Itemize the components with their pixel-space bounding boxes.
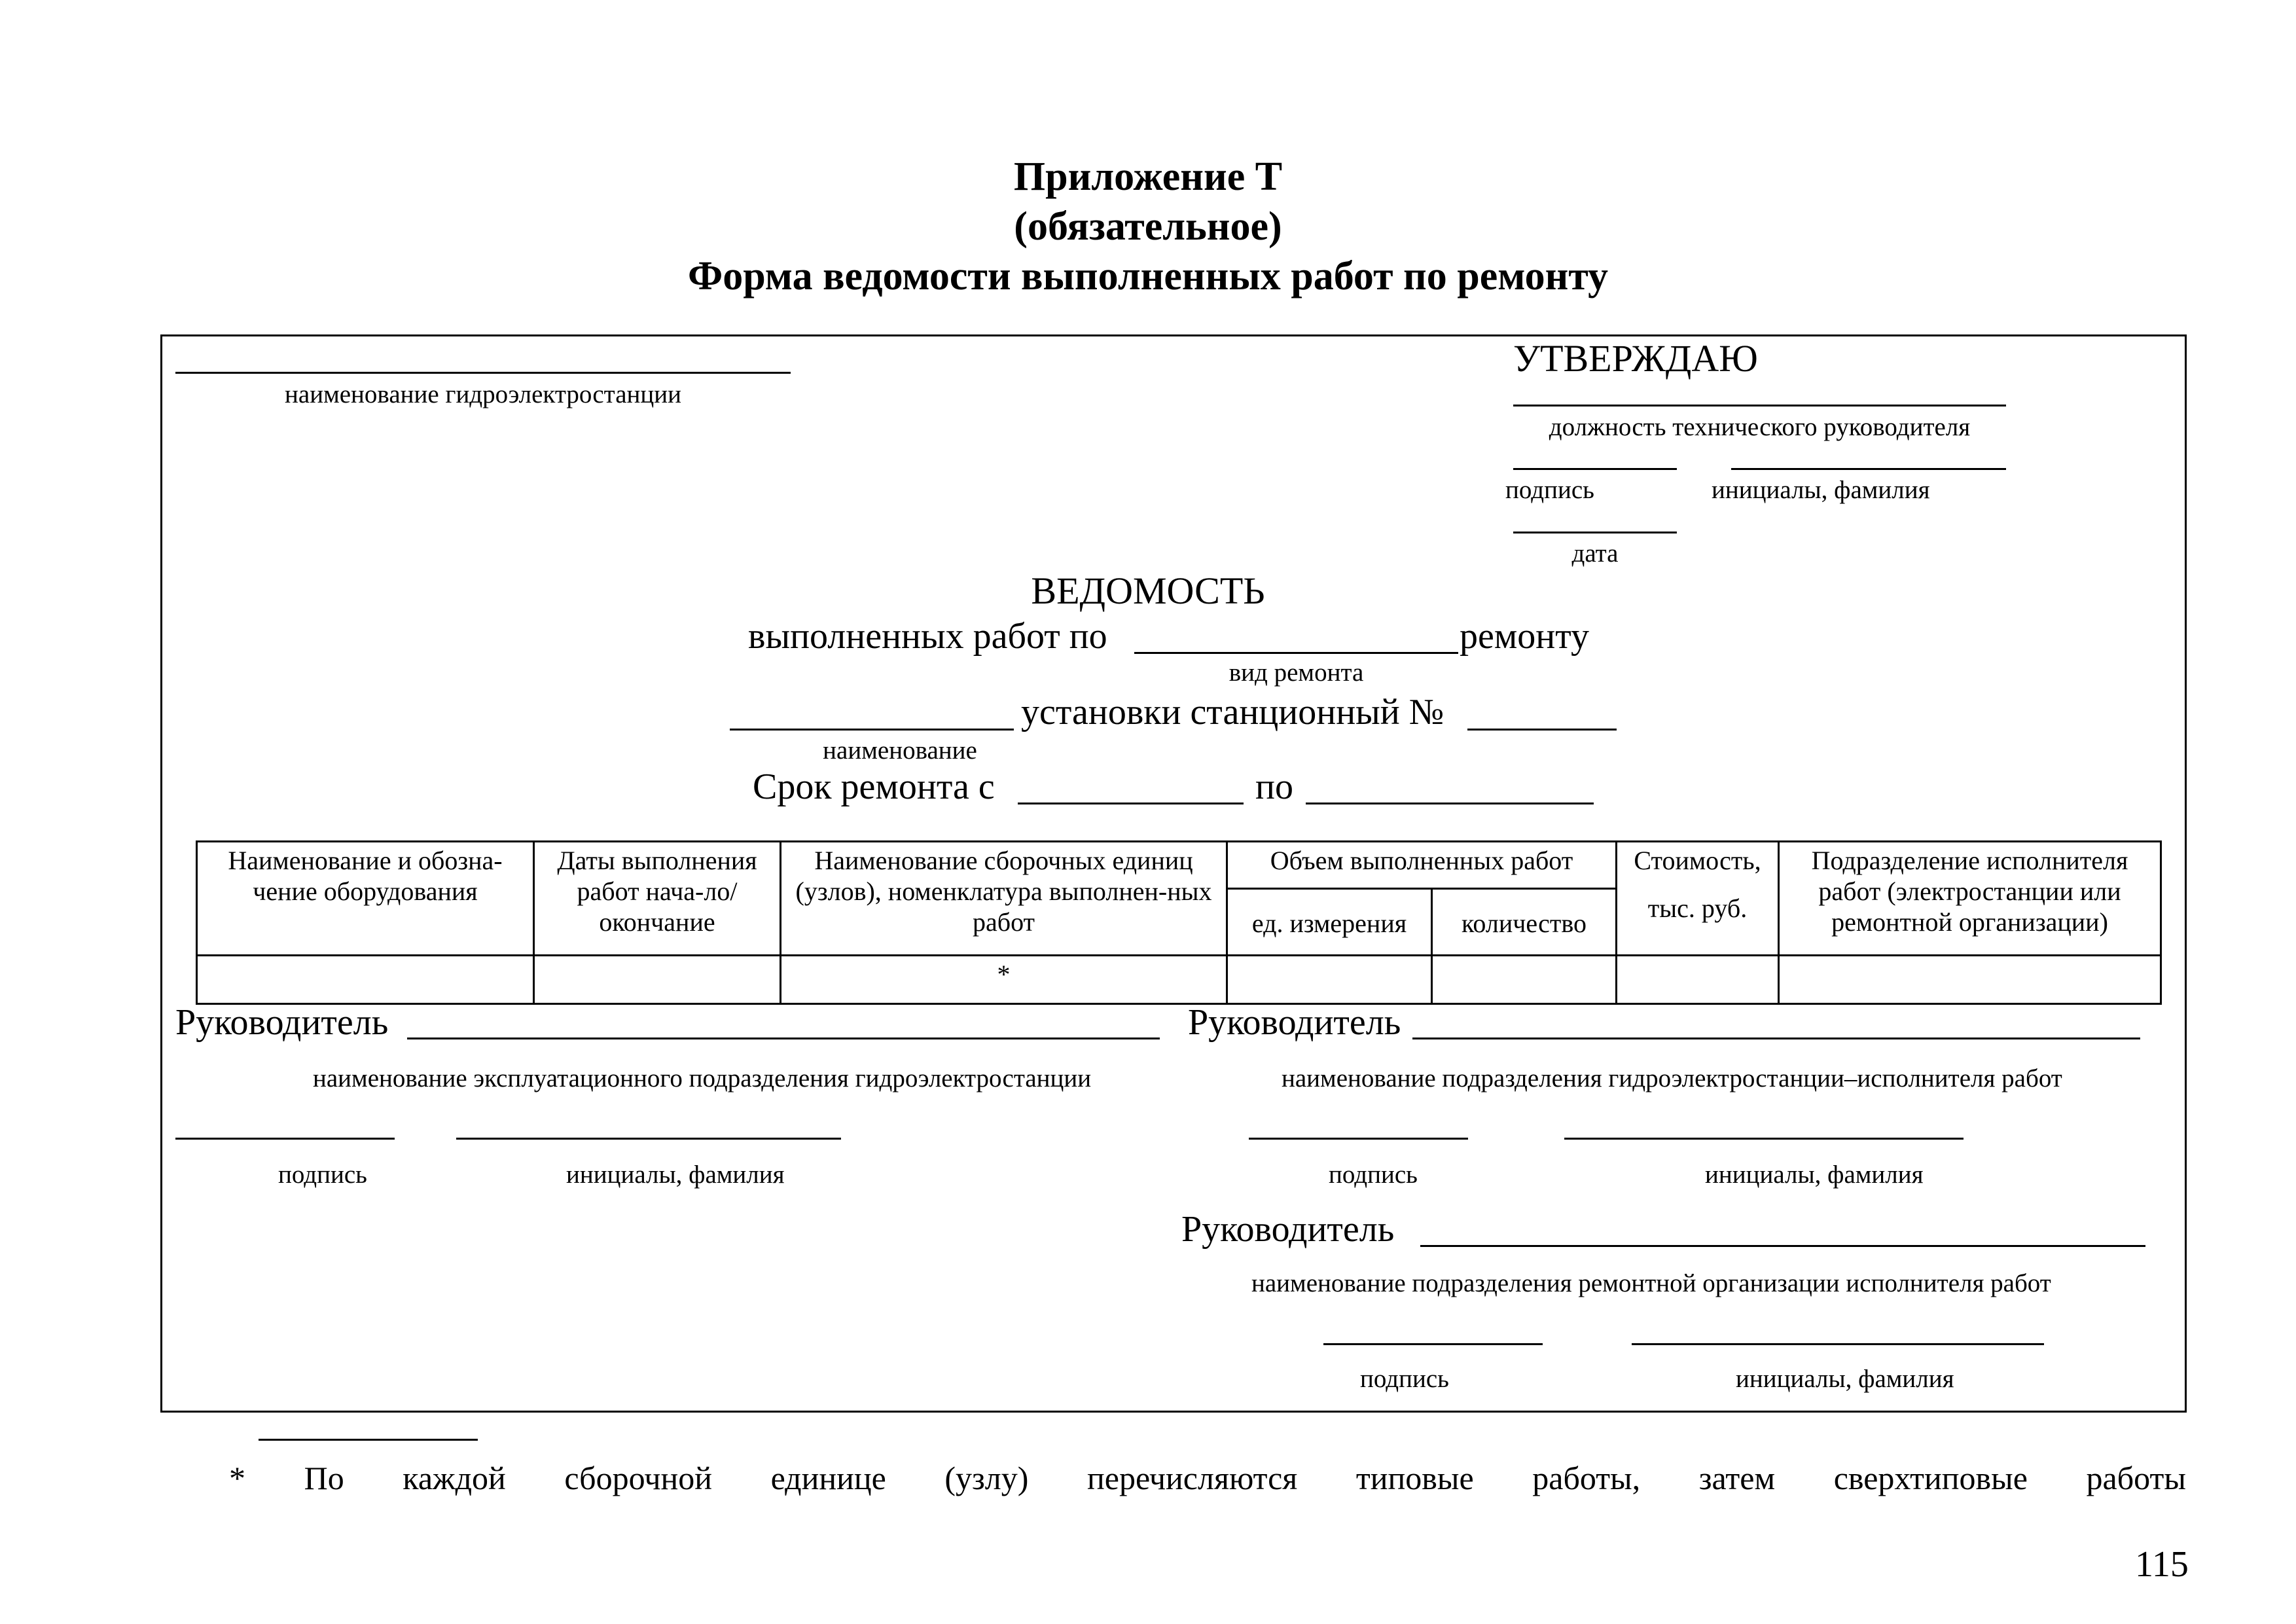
approve-title: УТВЕРЖДАЮ [1513,337,1758,380]
approve-position-line [1513,405,2006,406]
header-cost-line1: Стоимость, [1634,846,1761,875]
footnote-word: работы [2086,1460,2186,1496]
left-head-caption: наименование эксплуатационного подразделения гидроэлектростанции [313,1064,1092,1092]
repair-type-line [1134,652,1458,654]
table-row [197,956,2161,1004]
repair-signature-line [1323,1343,1543,1345]
period-from-label: Срок ремонта с [753,767,995,807]
footnote [229,1458,2186,1498]
footnote-word: работы, [1532,1460,1641,1496]
approve-signature-caption: подпись [1505,476,1594,504]
header-equipment: Наименование и обозна-чение оборудования [197,842,534,956]
table-cell [534,956,781,1004]
table-cell [197,956,534,1004]
left-head-line [407,1038,1160,1039]
right-signature-line [1249,1138,1468,1140]
left-name-caption: инициалы, фамилия [566,1161,785,1189]
right-name-caption: инициалы, фамилия [1705,1161,1924,1189]
table-cell [1617,956,1779,1004]
works-prefix: выполненных работ по [748,616,1107,657]
header-contractor: Подразделение исполнителя работ (электростанции или ремонтной организации) [1779,842,2161,956]
plant-name-line [175,372,791,374]
footnote-word: каждой [403,1460,506,1496]
footnote-word: единице [770,1460,886,1496]
footnote-word: типовые [1355,1460,1474,1496]
header-cost [1617,842,1779,956]
footnote-word: По [304,1460,344,1496]
left-head-label: Руководитель [175,1002,389,1043]
right-head-caption: наименование подразделения гидроэлектростанции–исполнителя работ [1282,1064,2062,1092]
footnote-separator [259,1439,478,1441]
left-signature-caption: подпись [278,1161,367,1189]
period-to-label: по [1255,767,1293,807]
table-cell [1779,956,2161,1004]
repair-name-line [1632,1343,2044,1345]
approve-date-line [1513,532,1677,533]
table-cell [1227,956,1432,1004]
plant-name-caption: наименование гидроэлектростанции [285,380,681,408]
footnote-word: сверхтиповые [1833,1460,2028,1496]
unit-name-caption: наименование [823,736,977,765]
right-signature-caption: подпись [1329,1161,1418,1189]
header-quantity: количество [1432,889,1617,956]
approve-date-caption: дата [1571,539,1619,568]
repair-type-caption: вид ремонта [1229,659,1364,687]
appendix-subtitle: Форма ведомости выполненных работ по ремонту [687,254,1609,298]
footnote-word: * [229,1460,245,1496]
header-dates: Даты выполнения работ нача-ло/окончание [534,842,781,956]
footnote-word: перечисляются [1087,1460,1298,1496]
page-number: 115 [2135,1544,2189,1585]
footnote-word: (узлу) [944,1460,1029,1496]
approve-name-caption: инициалы, фамилия [1712,476,1930,504]
right-head-line [1412,1038,2140,1039]
works-table [196,840,2162,1005]
period-from-line [1018,803,1244,804]
header-assembly-units: Наименование сборочных единиц (узлов), номенклатура выполнен-ных работ [781,842,1227,956]
document-title: ВЕДОМОСТЬ [1031,569,1265,612]
repair-signature-caption: подпись [1360,1365,1449,1393]
unit-name-line [730,729,1014,731]
repair-head-caption: наименование подразделения ремонтной организации исполнителя работ [1251,1269,2051,1297]
unit-number-line [1467,729,1617,731]
works-suffix: ремонту [1460,616,1589,657]
header-work-volume: Объем выполненных работ [1227,842,1617,889]
left-name-line [456,1138,841,1140]
right-head-label: Руководитель [1188,1002,1401,1043]
header-unit: ед. измерения [1227,889,1432,956]
approve-name-line [1731,468,2006,470]
approve-position-caption: должность технического руководителя [1549,413,1971,441]
repair-name-caption: инициалы, фамилия [1736,1365,1954,1393]
appendix-title: Приложение Т [1013,154,1283,199]
table-cell [1432,956,1617,1004]
header-cost-line2: тыс. руб. [1647,893,1748,923]
repair-head-line [1420,1245,2145,1247]
table-cell-asterisk: * [781,956,1227,1004]
footnote-word: затем [1698,1460,1776,1496]
appendix-status: (обязательное) [1014,204,1282,249]
repair-head-label: Руководитель [1181,1209,1395,1250]
unit-text: установки станционный № [1021,692,1444,732]
approve-signature-line [1513,468,1677,470]
right-name-line [1564,1138,1964,1140]
left-signature-line [175,1138,395,1140]
period-to-line [1306,803,1594,804]
footnote-word: сборочной [564,1460,712,1496]
